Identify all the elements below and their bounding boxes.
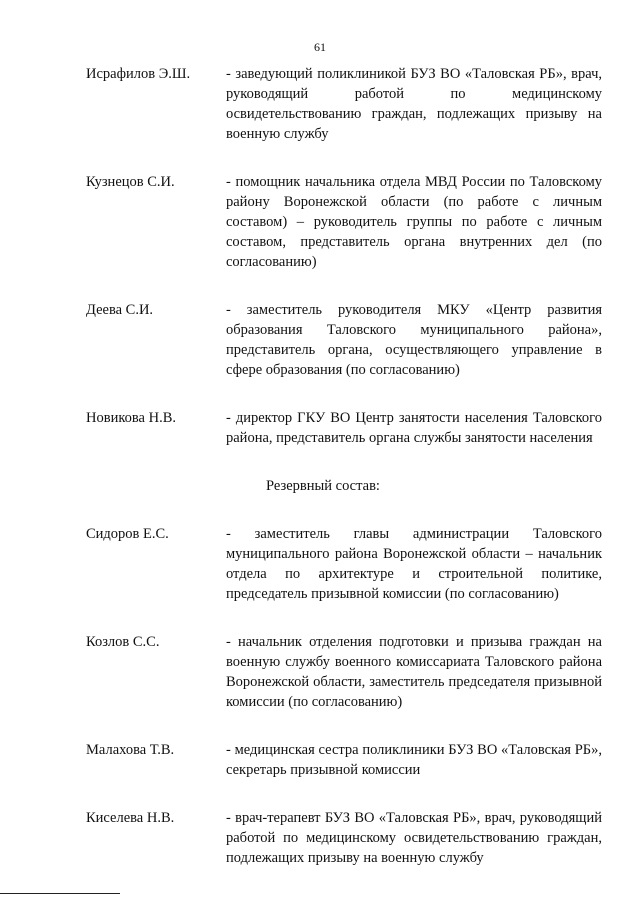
page-number: 61 xyxy=(314,40,326,54)
member-role: - врач-терапевт БУЗ ВО «Таловская РБ», врач, руководящий работой по медицинскому освидетельствованию граждан, подлежащих призыву на военную службу xyxy=(226,810,602,866)
member-role: - начальник отделения подготовки и призыва граждан на военную службу военного комиссариата Таловского района Воронежской области, заместитель председателя призывной комиссии (по согласованию) xyxy=(226,634,602,710)
member-name: Кузнецов С.И. xyxy=(86,174,175,190)
reserve-member-entry xyxy=(86,632,602,712)
member-role: - заведующий поликлиникой БУЗ ВО «Таловская РБ», врач, руководящий работой по медицинскому освидетельствованию граждан, подлежащих призыву на военную службу xyxy=(226,66,602,142)
member-entry xyxy=(86,408,602,448)
member-entry xyxy=(86,172,602,272)
member-entry xyxy=(86,300,602,380)
member-name: Малахова Т.В. xyxy=(86,742,175,758)
member-name: Сидоров Е.С. xyxy=(86,526,169,542)
member-role: - заместитель руководителя МКУ «Центр развития образования Таловского муниципального района», представитель органа, осуществляющего управление в сфере образования (по согласованию) xyxy=(226,302,602,378)
reserve-member-entry xyxy=(86,740,602,780)
reserve-member-entry xyxy=(86,808,602,868)
reserve-member-entry xyxy=(86,524,602,604)
member-name: Козлов С.С. xyxy=(86,634,160,650)
member-name: Киселева Н.В. xyxy=(86,810,175,826)
reserve-section-title: Резервный состав: xyxy=(266,478,380,494)
footer-rule xyxy=(0,893,120,894)
commission-list xyxy=(86,64,602,868)
member-role: - медицинская сестра поликлиники БУЗ ВО «Таловская РБ», секретарь призывной комиссии xyxy=(226,742,602,778)
member-name: Новикова Н.В. xyxy=(86,410,176,426)
member-name: Исрафилов Э.Ш. xyxy=(86,66,191,82)
member-role: - заместитель главы администрации Таловского муниципального района Воронежской области – начальник отдела по архитектуре и строительной политике, председатель призывной комиссии (по согласованию) xyxy=(226,526,602,602)
member-role: - директор ГКУ ВО Центр занятости населения Таловского района, представитель органа службы занятости населения xyxy=(226,410,602,446)
member-entry xyxy=(86,64,602,144)
member-role: - помощник начальника отдела МВД России по Таловскому району Воронежской области (по работе с личным составом) – руководитель группы по работе с личным составом, представитель органа внутренних дел (по согласованию) xyxy=(226,174,602,270)
member-name: Деева С.И. xyxy=(86,302,154,318)
